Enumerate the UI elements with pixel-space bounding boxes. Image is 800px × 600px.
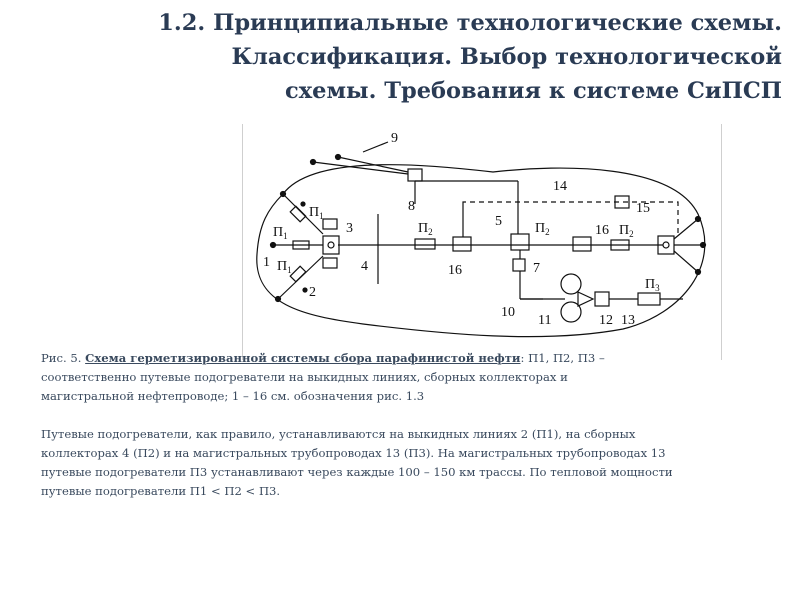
heater-p1-top bbox=[290, 206, 306, 222]
label-8: 8 bbox=[408, 199, 415, 214]
heater-p3 bbox=[638, 293, 660, 305]
caption-line-3: магистральной нефтепроводе; 1 – 16 см. обозначения рис. 1.3 bbox=[41, 389, 425, 403]
title-line-3: схемы. Требования к системе СиПСП bbox=[285, 78, 782, 104]
label-14: 14 bbox=[553, 179, 567, 194]
label-11: 11 bbox=[538, 313, 552, 328]
label-12: 12 bbox=[599, 313, 613, 328]
paragraph-line-3: путевые подогреватели П3 устанавливают через каждые 100 – 150 км трассы. По тепловой мощности bbox=[41, 465, 673, 479]
paragraph-line-1: Путевые подогреватели, как правило, устанавливаются на выкидных линиях 2 (П1), на сборных bbox=[41, 427, 636, 441]
label-p1-mid: $П_1$ bbox=[273, 225, 288, 241]
label-7: 7 bbox=[533, 261, 540, 276]
tank-11a bbox=[561, 274, 581, 294]
unit-8 bbox=[408, 169, 422, 181]
label-p3: $П_3$ bbox=[645, 277, 660, 293]
unit-16-left bbox=[453, 237, 471, 251]
heater-p1-bot bbox=[290, 266, 306, 282]
paragraph-line-2: коллекторах 4 (П2) и на магистральных трубопроводах 13 (П3). На магистральных трубопроводах 13 bbox=[41, 446, 666, 460]
title-line-2: Классификация. Выбор технологической bbox=[231, 44, 782, 70]
label-4: 4 bbox=[361, 259, 368, 274]
field-boundary bbox=[257, 165, 705, 337]
unit-16-right bbox=[573, 237, 591, 251]
label-3: 3 bbox=[346, 221, 353, 236]
label-p2-mid: $П_2$ bbox=[535, 221, 550, 237]
label-2: 2 bbox=[309, 285, 316, 300]
pump-12 bbox=[595, 292, 609, 306]
label-15: 15 bbox=[636, 201, 650, 216]
heater-p2-left bbox=[415, 239, 435, 249]
unit-3 bbox=[323, 236, 339, 254]
label-p1-bot: $П_1$ bbox=[277, 259, 292, 275]
label-p2-left: $П_2$ bbox=[418, 221, 433, 237]
label-p2-right: $П_2$ bbox=[619, 223, 634, 239]
scheme-diagram bbox=[243, 124, 721, 360]
label-1: 1 bbox=[263, 255, 270, 270]
label-5: 5 bbox=[495, 214, 502, 229]
label-16-left: 16 bbox=[448, 263, 462, 278]
title-line-1: 1.2. Принципиальные технологические схемы. bbox=[158, 10, 782, 36]
label-9: 9 bbox=[391, 131, 398, 146]
body-text bbox=[41, 349, 741, 501]
caption-line-2: соответственно путевые подогреватели на выкидных линиях, сборных коллекторах и bbox=[41, 370, 568, 384]
scheme-figure bbox=[242, 124, 722, 360]
label-16-right: 16 bbox=[595, 223, 609, 238]
paragraph-line-4: путевые подогреватели П1 < П2 < П3. bbox=[41, 484, 281, 498]
label-10: 10 bbox=[501, 305, 515, 320]
label-p1-top: $П_1$ bbox=[309, 205, 324, 221]
unit-5 bbox=[511, 234, 529, 250]
slide-title bbox=[82, 6, 782, 108]
caption-line-1: Рис. 5. Схема герметизированной системы сбора парафинистой нефти: П1, П2, П3 – bbox=[41, 351, 605, 365]
label-13: 13 bbox=[621, 313, 635, 328]
caption-bold: Схема герметизированной системы сбора парафинистой нефти bbox=[85, 351, 521, 365]
